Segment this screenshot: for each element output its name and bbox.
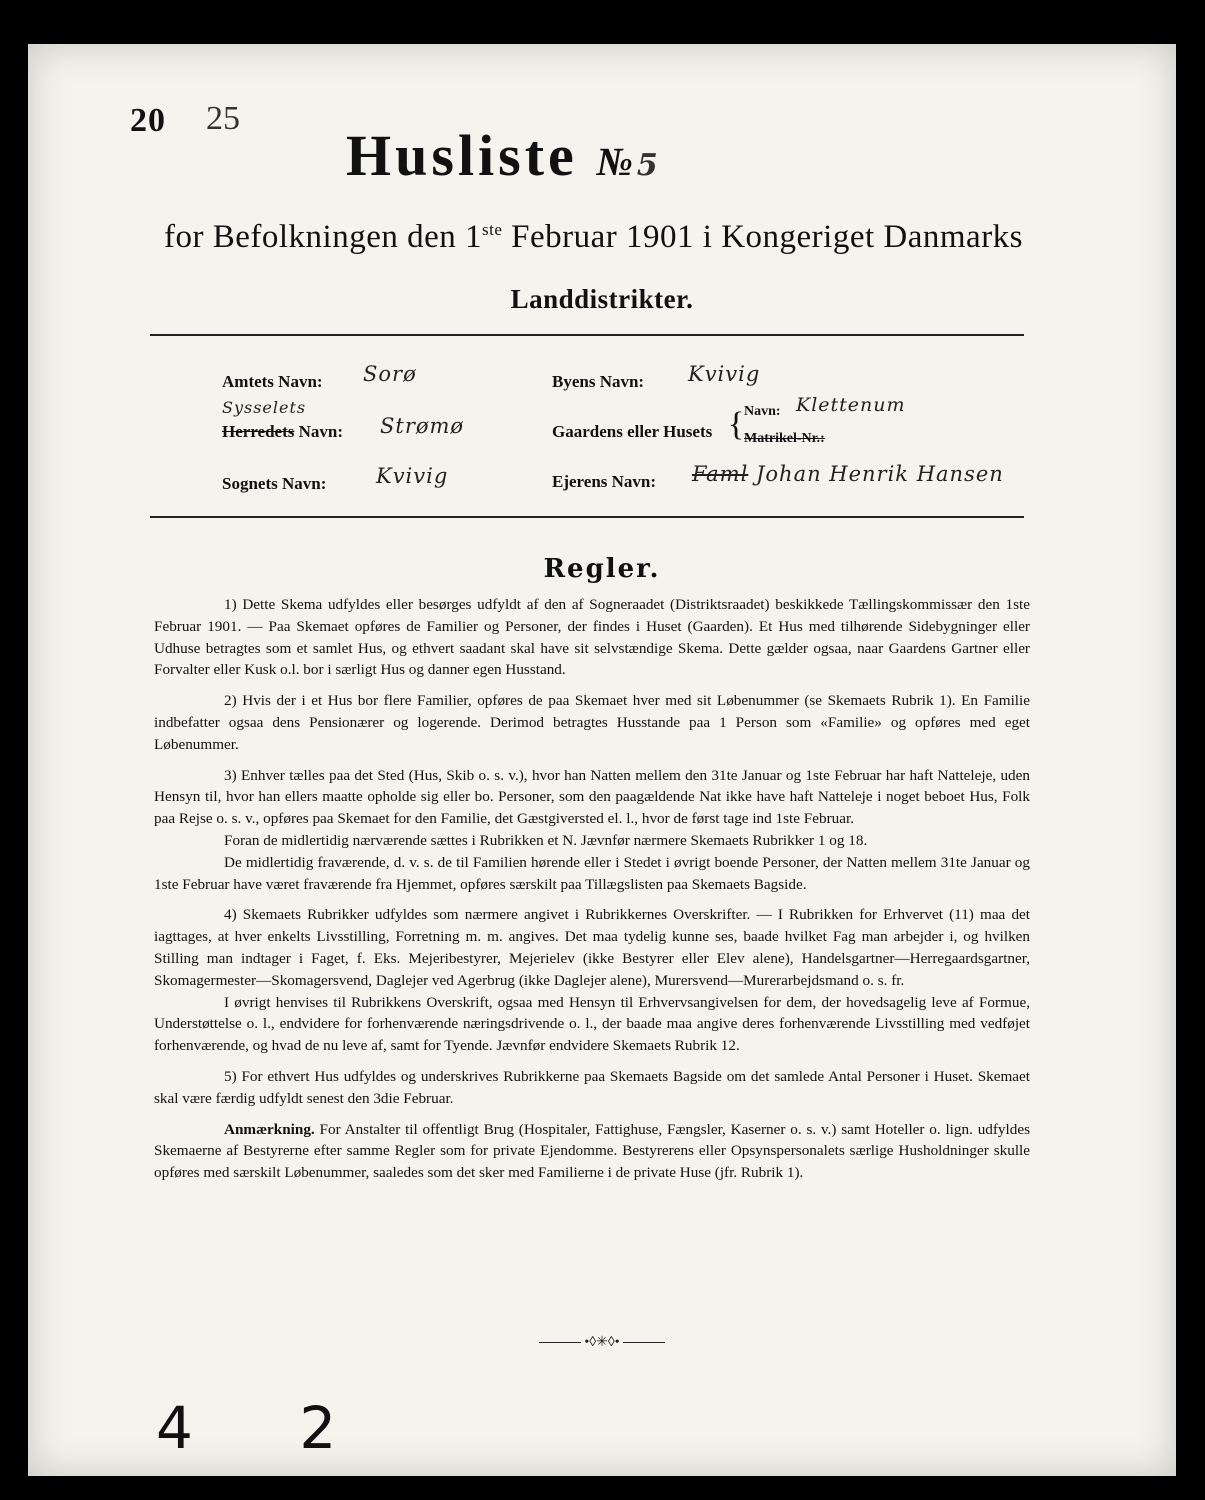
herred-label [222, 422, 343, 442]
ejer-label: Ejerens Navn: [552, 472, 657, 491]
ejer-struck: Faml [692, 462, 749, 486]
district-heading: Landdistrikter. [510, 284, 694, 314]
ornament-line-left [539, 1342, 581, 1343]
annotation-label: Anmærkning. [224, 1120, 315, 1138]
rule-3-note-a: Foran de midlertidig nærværende sættes i Rubrikken et N. Jævnfør nærmere Skemaets Rubrikker 1 og 18. [224, 831, 868, 849]
annotation-paragraph [154, 1119, 1030, 1184]
gaard-brace: { [728, 406, 745, 443]
form-title [346, 122, 662, 189]
amt-value: Sorø [363, 362, 417, 386]
subtitle-part-1: for Befolkningen den 1 [164, 219, 483, 255]
herred-label-rest: Navn: [294, 422, 344, 441]
rule-5: 5) For ethvert Hus udfyldes og underskrives Rubrikkerne paa Skemaets Bagside om det samlede Antal Personer i Huset. Skemaet skal være færdig udfyldt senest den 3die Februar. [154, 1067, 1030, 1107]
census-form-page [28, 44, 1176, 1476]
herred-value: Strømø [380, 414, 465, 438]
ornament-glyphs: •◊✳◊• [584, 1335, 620, 1350]
subtitle-superscript: ste [482, 220, 503, 239]
archive-stamp-number-secondary: 25 [206, 100, 240, 137]
herred-annotation: Sysselets [222, 398, 307, 417]
gaard-navn-value: Klettenum [796, 394, 906, 416]
ornament-divider [28, 1334, 1176, 1351]
pencil-page-number: 4 2 [156, 1394, 381, 1462]
ornament-line-right [623, 1342, 665, 1343]
number-sign: № [596, 139, 633, 184]
matrikel-label: Matrikel-Nr.: [744, 431, 825, 446]
archive-stamp-number: 20 [130, 102, 166, 139]
annotation-text: For Anstalter til offentligt Brug (Hospitaler, Fattighuse, Fængsler, Kaserner o. s. v.) samt Hoteller o. lign. udfyldes Skemaerne af Bestyrerne efter samme Regler som for private Ejendomme. Bestyrerens eller Opsynspersonalets særlige Husholdninger skulle opføres med særskilt Løbenummer, saaledes som det sker med Familierne i de private Huse (jfr. Rubrik 1). [154, 1120, 1030, 1182]
herred-label-struck: Herredets [222, 422, 295, 441]
ejer-name: Johan Henrik Hansen [755, 462, 1004, 486]
sogn-value: Kvivig [376, 464, 449, 488]
rules-body [154, 594, 1030, 1193]
rule-3-note-b: De midlertidig fraværende, d. v. s. de til Familien hørende eller i Stedet i øvrigt boende Personer, der Natten mellem 31te Januar og 1ste Februar have været fraværende fra Hjemmet, opføres særskilt paa Tillægslisten paa Skemaets Bagside. [154, 853, 1030, 893]
ejer-value [692, 462, 1004, 486]
form-subtitle [164, 219, 1040, 256]
rules-heading: Regler. [543, 554, 661, 584]
top-divider [150, 334, 1024, 336]
by-label: Byens Navn: [552, 372, 645, 391]
rule-1: 1) Dette Skema udfyldes eller besørges udfyldt af den af Sogneraadet (Distriktsraadet) beskikkede Tællingskommissær den 1ste Februar 1901. — Paa Skemaet opføres de Familier og Personer, der findes i Huset (Gaarden). Et Hus med tilhørende Sidebygninger eller Udhuse betragtes som et samlet Hus, og ethvert saadant skal have sit selvstændige Skema. Dette gælder ogsaa, naar Gaardens Gartner eller Forvalter eller Kusk o.l. bor i særligt Hus og danner egen Husstand. [154, 596, 1030, 679]
rule-4: 4) Skemaets Rubrikker udfyldes som nærmere angivet i Rubrikkernes Overskrifter. — I Rubrikken for Erhvervet (11) maa det iagttages, at hver enkelts Livsstilling, Forretning m. m. angives. Det maa tydelig kunne ses, baade hvilket Fag man arbejder i, og hvilken Stilling man indtager i Faget, f. Eks. Mejeribestyrer, Mejerielev (ikke Bestyrer eller Elev alene), Handelsgartner—Herregaardsgartner, Skomagermester—Skomagersvend, Daglejer ved Agerbrug (ikke Daglejer alene), Murersvend—Murerarbejdsmand o. s. fr. [154, 906, 1030, 989]
gaard-label: Gaardens eller Husets [552, 422, 713, 441]
rule-3: 3) Enhver tælles paa det Sted (Hus, Skib o. s. v.), hvor han Natten mellem den 31te Januar og 1ste Februar har haft Natteleje, uden Hensyn til, hvor han ellers maatte opholde sig eller bo. Personer, som den paagældende Nat ikke have haft Natteleje i noget beboet Hus, Folk paa Rejse o. s. v., opføres paa Skemaet for den Familie, det Gæstgiversted el. l., hvor de først tage ind 1ste Februar. [154, 766, 1030, 828]
gaard-navn-label: Navn: [744, 404, 781, 419]
house-number-handwritten: 5 [636, 148, 662, 183]
sogn-label: Sognets Navn: [222, 474, 327, 493]
title-text: Husliste [346, 123, 578, 188]
by-value: Kvivig [688, 362, 761, 386]
subtitle-part-2: Februar 1901 i Kongeriget Danmarks [502, 219, 1024, 255]
bottom-divider [150, 516, 1024, 518]
rule-4-note: I øvrigt henvises til Rubrikkens Overskrift, ogsaa med Hensyn til Erhvervsangivelsen for dem, der hovedsagelig leve af Formue, Understøttelse o. l., endvidere for forhenværende næringsdrivende o. l., der baade maa angive deres forhenværende Livsstilling med vedføjet forhenværende, og hvad de nu leve af, samt for Tyende. Jævnfør endvidere Skemaets Rubrik 12. [154, 993, 1030, 1055]
amt-label: Amtets Navn: [222, 372, 323, 391]
rule-2: 2) Hvis der i et Hus bor flere Familier, opføres de paa Skemaet hver med sit Løbenummer (se Skemaets Rubrik 1). En Familie indbefatter ogsaa dens Pensionærer og logerende. Derimod betragtes Husstande paa 1 Person som «Familie» og opføres med eget Løbenummer. [154, 692, 1030, 753]
